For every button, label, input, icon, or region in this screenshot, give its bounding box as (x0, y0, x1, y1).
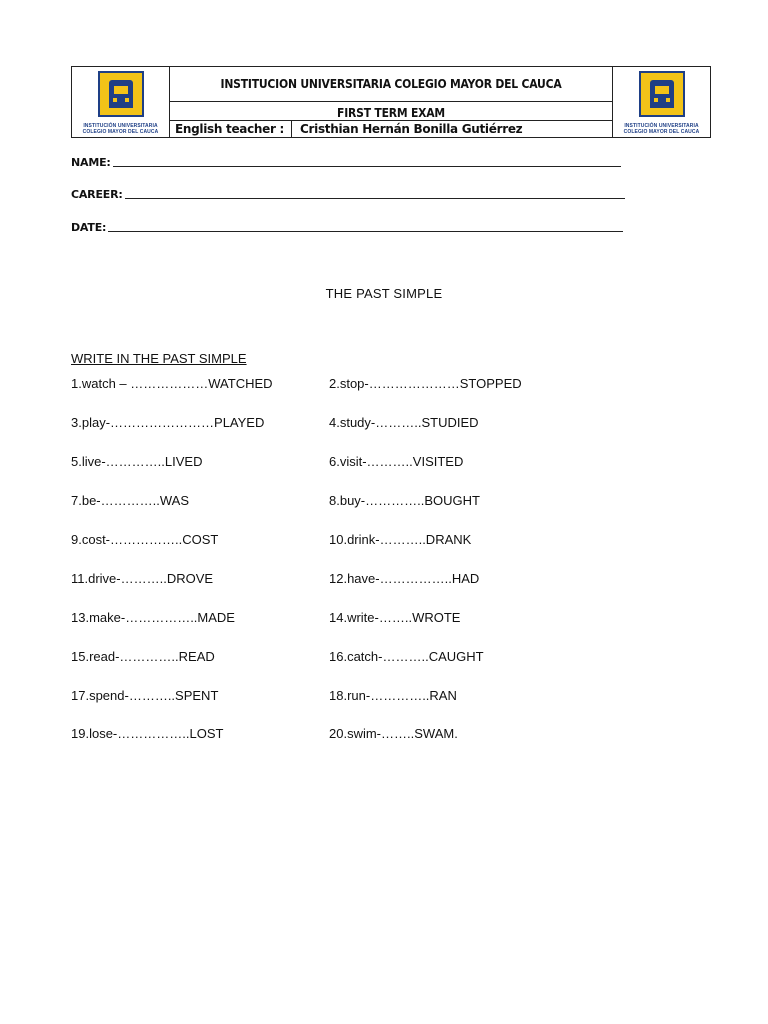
exercise-item: 13.make-……………..MADE (71, 610, 235, 625)
exam-header (71, 66, 711, 138)
right-logo-cell (613, 67, 711, 138)
career-line[interactable] (125, 197, 625, 199)
exercise-item: 15.read-…………..READ (71, 649, 215, 664)
exercise-item: 17.spend-………..SPENT (71, 688, 219, 703)
exercise-item: 18.run-…………..RAN (329, 688, 457, 703)
name-line[interactable] (113, 165, 621, 167)
teacher-label: English teacher : (170, 121, 292, 138)
exercise-item: 1.watch – ………………WATCHED (71, 376, 273, 391)
date-field[interactable] (71, 221, 623, 234)
exercise-item: 16.catch-………..CAUGHT (329, 649, 484, 664)
instruction: WRITE IN THE PAST SIMPLE (71, 351, 247, 366)
exercise-item: 8.buy-…………..BOUGHT (329, 493, 480, 508)
exercise-item: 11.drive-………..DROVE (71, 571, 214, 586)
exercise-item: 7.be-…………..WAS (71, 493, 189, 508)
exam-title: FIRST TERM EXAM (170, 102, 613, 121)
career-label: CAREER: (71, 188, 123, 201)
left-logo-cell (72, 67, 170, 138)
exercise-item: 19.lose-……………..LOST (71, 726, 224, 741)
exercise-item: 4.study-………..STUDIED (329, 415, 479, 430)
name-field[interactable] (71, 156, 621, 169)
institution-logo-icon (98, 71, 144, 117)
page-title: THE PAST SIMPLE (325, 286, 443, 301)
exercise-item: 3.play-……………………PLAYED (71, 415, 265, 430)
institution-name: INSTITUCION UNIVERSITARIA COLEGIO MAYOR DEL CAUCA (170, 67, 613, 102)
logo-caption: INSTITUCIÓN UNIVERSITARIA COLEGIO MAYOR DEL CAUCA (623, 123, 700, 135)
date-label: DATE: (71, 221, 107, 234)
exercise-item: 2.stop-…………………STOPPED (329, 376, 522, 391)
exercise-item: 6.visit-………..VISITED (329, 454, 464, 469)
exercise-item: 10.drink-………..DRANK (329, 532, 472, 547)
teacher-name: Cristhian Hernán Bonilla Gutiérrez (292, 121, 613, 138)
logo-caption: INSTITUCIÓN UNIVERSITARIA COLEGIO MAYOR DEL CAUCA (82, 123, 159, 135)
career-field[interactable] (71, 188, 625, 201)
institution-logo-icon (639, 71, 685, 117)
exercise-item: 9.cost-……………..COST (71, 532, 219, 547)
date-line[interactable] (108, 230, 623, 232)
exercise-item: 14.write-……..WROTE (329, 610, 461, 625)
name-label: NAME: (71, 156, 111, 169)
exercise-item: 12.have-……………..HAD (329, 571, 480, 586)
exercise-item: 20.swim-……..SWAM. (329, 726, 458, 741)
exercise-item: 5.live-…………..LIVED (71, 454, 203, 469)
